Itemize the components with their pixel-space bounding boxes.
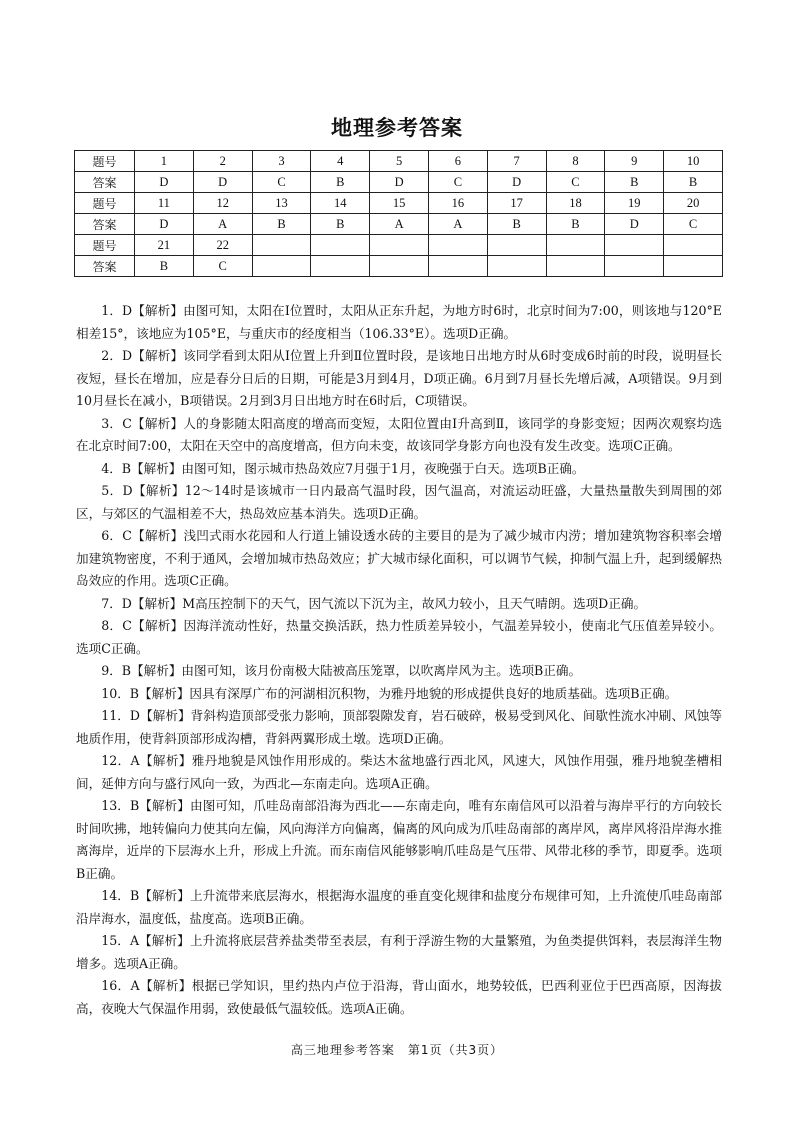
answer-cell	[664, 235, 723, 256]
explanations-section	[76, 300, 722, 1020]
explanation-paragraph: 15．A【解析】上升流将底层营养盐类带至表层，有利于浮游生物的大量繁殖，为鱼类提供饵料，表层海洋生物增多。选项A正确。	[76, 933, 722, 971]
answer-cell: 19	[605, 193, 664, 214]
answer-cell: C	[428, 172, 487, 193]
answer-cell	[311, 256, 370, 277]
answer-table-row	[75, 151, 723, 172]
answer-table	[74, 150, 723, 277]
answer-cell: 7	[487, 151, 546, 172]
explanation-paragraph: 11．D【解析】背斜构造顶部受张力影响，顶部裂隙发育，岩石破碎，极易受到风化、间歇性流水冲刷、风蚀等地质作用，使背斜顶部形成沟槽，背斜两翼形成土墩。选项D正确。	[76, 708, 722, 746]
answer-cell: 8	[546, 151, 605, 172]
row-label: 答案	[75, 214, 135, 235]
row-label: 答案	[75, 172, 135, 193]
answer-cell: A	[428, 214, 487, 235]
page-footer: 高三地理参考答案 第1页（共3页）	[290, 1043, 504, 1057]
answer-cell: C	[252, 172, 311, 193]
answer-cell: 9	[605, 151, 664, 172]
answer-table-row	[75, 214, 723, 235]
row-label: 答案	[75, 256, 135, 277]
answer-cell: 4	[311, 151, 370, 172]
answer-cell: C	[193, 256, 252, 277]
answer-cell	[428, 235, 487, 256]
answer-table-row	[75, 235, 723, 256]
answer-cell	[605, 235, 664, 256]
answer-cell	[664, 256, 723, 277]
answer-cell	[605, 256, 664, 277]
answer-cell	[370, 235, 429, 256]
explanation-paragraph: 4．B【解析】由图可知，图示城市热岛效应7月强于1月，夜晚强于白天。选项B正确。	[101, 460, 585, 476]
answer-cell	[546, 256, 605, 277]
explanation-paragraph: 1．D【解析】由图可知，太阳在Ⅰ位置时，太阳从正东升起，为地方时6时，北京时间为7:00，则该地与120°E相差15°，该地应为105°E，与重庆市的经度相当（106.33°E）。选项D正确。	[76, 303, 722, 341]
explanation-paragraph: 12．A【解析】雅丹地貌是风蚀作用形成的。柴达木盆地盛行西北风，风速大，风蚀作用强，雅丹地貌垄槽相间，延伸方向与盛行风向一致，为西北—东南走向。选项A正确。	[76, 753, 722, 791]
answer-cell: 21	[135, 235, 194, 256]
answer-cell	[252, 235, 311, 256]
answer-cell: 2	[193, 151, 252, 172]
answer-cell: B	[135, 256, 194, 277]
explanation-paragraph: 8．C【解析】因海洋流动性好，热量交换活跃，热力性质差异较小，气温差异较小，使南北气压值差异较小。选项C正确。	[76, 618, 722, 656]
answer-cell: A	[370, 214, 429, 235]
answer-cell: D	[605, 214, 664, 235]
answer-table-row	[75, 193, 723, 214]
answer-cell: 20	[664, 193, 723, 214]
answer-cell: 6	[428, 151, 487, 172]
answer-cell	[252, 256, 311, 277]
answer-cell: 1	[135, 151, 194, 172]
answer-cell: C	[546, 172, 605, 193]
row-label: 题号	[75, 151, 135, 172]
answer-cell: 11	[135, 193, 194, 214]
answer-cell: B	[546, 214, 605, 235]
answer-cell: 12	[193, 193, 252, 214]
row-label: 题号	[75, 193, 135, 214]
answer-cell: D	[193, 172, 252, 193]
explanation-paragraph: 6．C【解析】浅凹式雨水花园和人行道上铺设透水砖的主要目的是为了减少城市内涝；增加建筑物容积率会增加建筑物密度，不利于通风，会增加城市热岛效应；扩大城市绿化面积，可以调节气候，抑制气温上升，起到缓解热岛效应的作用。选项C正确。	[76, 528, 722, 588]
answer-cell: 14	[311, 193, 370, 214]
answer-cell: 3	[252, 151, 311, 172]
answer-cell: D	[487, 172, 546, 193]
answer-cell: 15	[370, 193, 429, 214]
explanation-paragraph: 2．D【解析】该同学看到太阳从Ⅰ位置上升到Ⅱ位置时段，是该地日出地方时从6时变成6时前的时段，说明昼长夜短，昼长在增加，应是春分日后的日期，可能是3月到4月，D项正确。6月到7月昼长先增后减，A项错误。9月到10月昼长在减小，B项错误。2月到3月日出地方时在6时后，C项错误。	[76, 348, 722, 408]
answer-cell: 17	[487, 193, 546, 214]
answer-cell: C	[664, 214, 723, 235]
answer-cell: D	[135, 172, 194, 193]
answer-cell: B	[664, 172, 723, 193]
answer-table-row	[75, 256, 723, 277]
answer-cell	[487, 235, 546, 256]
explanation-paragraph: 7．D【解析】M高压控制下的天气，因气流以下沉为主，故风力较小，且天气晴朗。选项D正确。	[101, 595, 647, 611]
row-label: 题号	[75, 235, 135, 256]
explanation-paragraph: 16．A【解析】根据已学知识，里约热内卢位于沿海，背山面水，地势较低，巴西利亚位于巴西高原，因海拔高，夜晚大气保温作用弱，致使最低气温较低。选项A正确。	[76, 978, 722, 1016]
answer-cell: 10	[664, 151, 723, 172]
answer-table-row	[75, 172, 723, 193]
page-title: 地理参考答案	[331, 116, 463, 140]
explanation-paragraph: 13．B【解析】由图可知，爪哇岛南部沿海为西北——东南走向，唯有东南信风可以沿着与海岸平行的方向较长时间吹拂，地转偏向力使其向左偏，风向海洋方向偏离，偏离的风向成为爪哇岛南部的离岸风，离岸风将沿岸海水推离海岸，近岸的下层海水上升，形成上升流。而东南信风能够影响爪哇岛是气压带、风带北移的季节，即夏季。选项B正确。	[76, 798, 722, 881]
answer-cell: 5	[370, 151, 429, 172]
answer-cell: 16	[428, 193, 487, 214]
explanation-paragraph: 5．D【解析】12～14时是该城市一日内最高气温时段，因气温高，对流运动旺盛，大量热量散失到周围的郊区，与郊区的气温相差不大，热岛效应基本消失。选项D正确。	[76, 483, 722, 521]
answer-cell	[370, 256, 429, 277]
answer-cell: D	[370, 172, 429, 193]
explanation-paragraph: 14．B【解析】上升流带来底层海水，根据海水温度的垂直变化规律和盐度分布规律可知，上升流使爪哇岛南部沿岸海水，温度低，盐度高。选项B正确。	[76, 888, 722, 926]
answer-cell: D	[135, 214, 194, 235]
answer-cell: B	[605, 172, 664, 193]
answer-cell	[487, 256, 546, 277]
explanation-paragraph: 9．B【解析】由图可知，该月份南极大陆被高压笼罩，以吹离岸风为主。选项B正确。	[101, 663, 582, 678]
answer-cell: 13	[252, 193, 311, 214]
answer-cell	[311, 235, 370, 256]
answer-cell	[546, 235, 605, 256]
answer-cell: 18	[546, 193, 605, 214]
answer-cell	[428, 256, 487, 277]
answer-cell: B	[311, 214, 370, 235]
answer-cell: B	[311, 172, 370, 193]
explanation-paragraph: 10．B【解析】因具有深厚广布的河湖相沉积物，为雅丹地貌的形成提供良好的地质基础。选项B正确。	[101, 685, 678, 701]
answer-cell: 22	[193, 235, 252, 256]
answer-cell: B	[252, 214, 311, 235]
answer-cell: A	[193, 214, 252, 235]
explanation-paragraph: 3．C【解析】人的身影随太阳高度的增高而变短，太阳位置由Ⅰ升高到Ⅱ，该同学的身影变短；因两次观察均选在北京时间7:00，太阳在天空中的高度增高，但方向未变，故该同学身影方向也没有发生改变。选项C正确。	[76, 415, 722, 453]
answer-cell: B	[487, 214, 546, 235]
answer-table-body	[75, 151, 723, 277]
